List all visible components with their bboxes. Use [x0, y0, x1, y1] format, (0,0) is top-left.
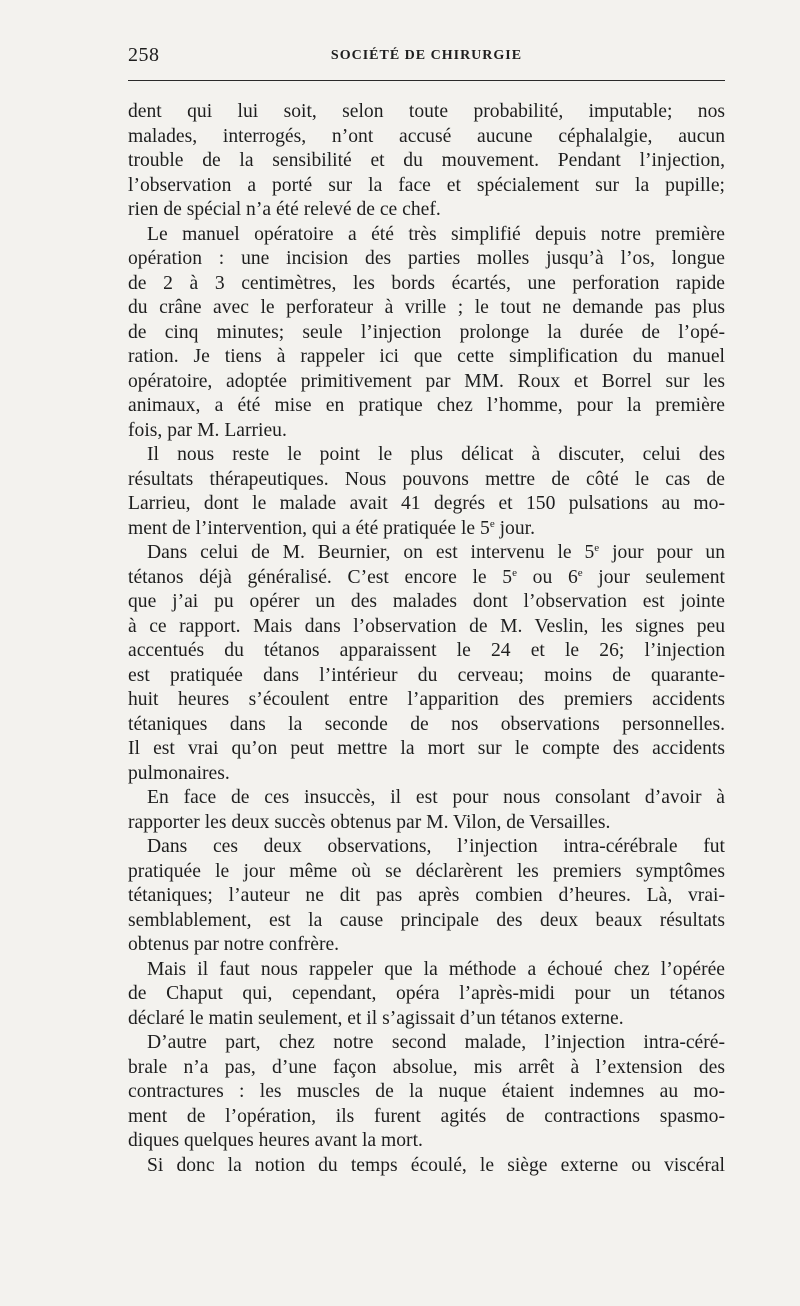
text-line: Le manuel opératoire a été très simplifié depuis notre première [147, 223, 725, 245]
text-line: malades, interrogés, n’ont accusé aucune céphalalgie, aucun [128, 125, 725, 147]
text-line: opératoire, adoptée primitivement par MM. Roux et Borrel sur les [128, 370, 725, 392]
text-line: Larrieu, dont le malade avait 41 degrés et 150 pulsations au mo- [128, 493, 725, 514]
text-line: trouble de la sensibilité et du mouvement. Pendant l’injection, [128, 150, 725, 171]
page-number: 258 [128, 44, 160, 66]
ordinal-number: 5 [480, 517, 490, 539]
text-line: obtenus par notre confrère. [128, 934, 340, 955]
text-line: D’autre part, chez notre second malade, l’injection intra-céré- [147, 1032, 725, 1053]
text-line: ment de l’opération, ils furent agités de contractions spasmo- [128, 1105, 725, 1127]
running-title: SOCIÉTÉ DE CHIRURGIE [330, 48, 523, 63]
ordinal-number: 5 [502, 566, 513, 588]
text-line [128, 541, 725, 566]
text-line: ration. Je tiens à rappeler ici que cette simplification du manuel [128, 346, 725, 367]
text-segment: tétanos déjà généralisé. C’est encore le [128, 566, 503, 588]
text-line: semblablement, est la cause principale des deux beaux résultats [128, 909, 725, 931]
text-line: En face de ces insuccès, il est pour nous consolant d’avoir à [147, 787, 725, 808]
text-line: du crâne avec le perforateur à vrille ; le tout ne demande pas plus [128, 297, 725, 318]
text-line [128, 517, 725, 542]
text-line: que j’ai pu opérer un des malades dont l’observation est jointe [128, 591, 725, 612]
text-line: Il est vrai qu’on peut mettre la mort sur le compte des accidents [128, 738, 725, 759]
text-line: à ce rapport. Mais dans l’observation de M. Veslin, les signes peu [128, 615, 725, 637]
text-line: déclaré le matin seulement, et il s’agissait d’un tétanos externe. [128, 1007, 624, 1029]
text-line: tétaniques; l’auteur ne dit pas après combien d’heures. Là, vrai- [128, 885, 725, 906]
page-header [128, 44, 725, 74]
text-line: brale n’a pas, d’une façon absolue, mis arrêt à l’extension des [128, 1056, 725, 1078]
text-line: de 2 à 3 centimètres, les bords écartés, une perforation rapide [128, 272, 725, 294]
text-segment: ment de l’intervention, qui a été pratiquée le [128, 517, 481, 539]
text-line: Si donc la notion du temps écoulé, le siège externe ou viscéral [147, 1154, 725, 1176]
text-line: Mais il faut nous rappeler que la méthode a échoué chez l’opérée [147, 958, 725, 980]
ordinal-suffix: e [512, 566, 517, 579]
text-segment: ou [516, 566, 568, 588]
text-line: accentués du tétanos apparaissent le 24 et le 26; l’injection [128, 640, 725, 661]
text-line: de Chaput qui, cependant, opéra l’après-midi pour un tétanos [128, 983, 725, 1004]
text-line: Dans ces deux observations, l’injection intra-cérébrale fut [147, 836, 725, 857]
text-line: fois, par M. Larrieu. [128, 419, 287, 441]
header-rule [128, 80, 725, 81]
text-line: pratiquée le jour même où se déclarèrent les premiers symptômes [128, 860, 725, 882]
text-line: est pratiquée dans l’intérieur du cerveau; moins de quarante- [128, 664, 725, 686]
text-line: pulmonaires. [128, 762, 230, 784]
ordinal-number: 5 [584, 542, 595, 563]
text-line: résultats thérapeutiques. Nous pouvons mettre de côté le cas de [128, 468, 725, 490]
text-line [128, 566, 725, 591]
text-line: l’observation a porté sur la face et spécialement sur la pupille; [128, 174, 725, 196]
text-line: dent qui lui soit, selon toute probabilité, imputable; nos [128, 101, 725, 122]
ordinal-suffix: e [489, 517, 495, 530]
text-segment: Dans celui de M. Beurnier, on est intervenu le [147, 542, 585, 563]
ordinal-suffix: e [577, 566, 583, 579]
text-line: diques quelques heures avant la mort. [128, 1130, 423, 1151]
text-line: contractures : les muscles de la nuque étaient indemnes au mo- [128, 1081, 725, 1102]
text-line: rapporter les deux succès obtenus par M. Vilon, de Versailles. [128, 811, 611, 833]
text-line: de cinq minutes; seule l’injection prolonge la durée de l’opé- [128, 321, 725, 343]
text-segment: jour. [494, 517, 535, 539]
text-line: Il nous reste le point le plus délicat à discuter, celui des [147, 444, 725, 465]
text-segment: jour seulement [582, 566, 725, 588]
text-line: opération : une incision des parties molles jusqu’à l’os, longue [128, 248, 725, 269]
ordinal-suffix: e [594, 542, 600, 554]
body-text [128, 100, 725, 1178]
text-segment: jour pour un [599, 542, 725, 563]
text-line: tétaniques dans la seconde de nos observations personnelles. [128, 713, 725, 735]
text-line: rien de spécial n’a été relevé de ce chef. [128, 199, 441, 220]
ordinal-number: 6 [567, 566, 578, 588]
text-line: animaux, a été mise en pratique chez l’homme, pour la première [128, 395, 725, 416]
text-line: huit heures s’écoulent entre l’apparition des premiers accidents [128, 689, 725, 710]
